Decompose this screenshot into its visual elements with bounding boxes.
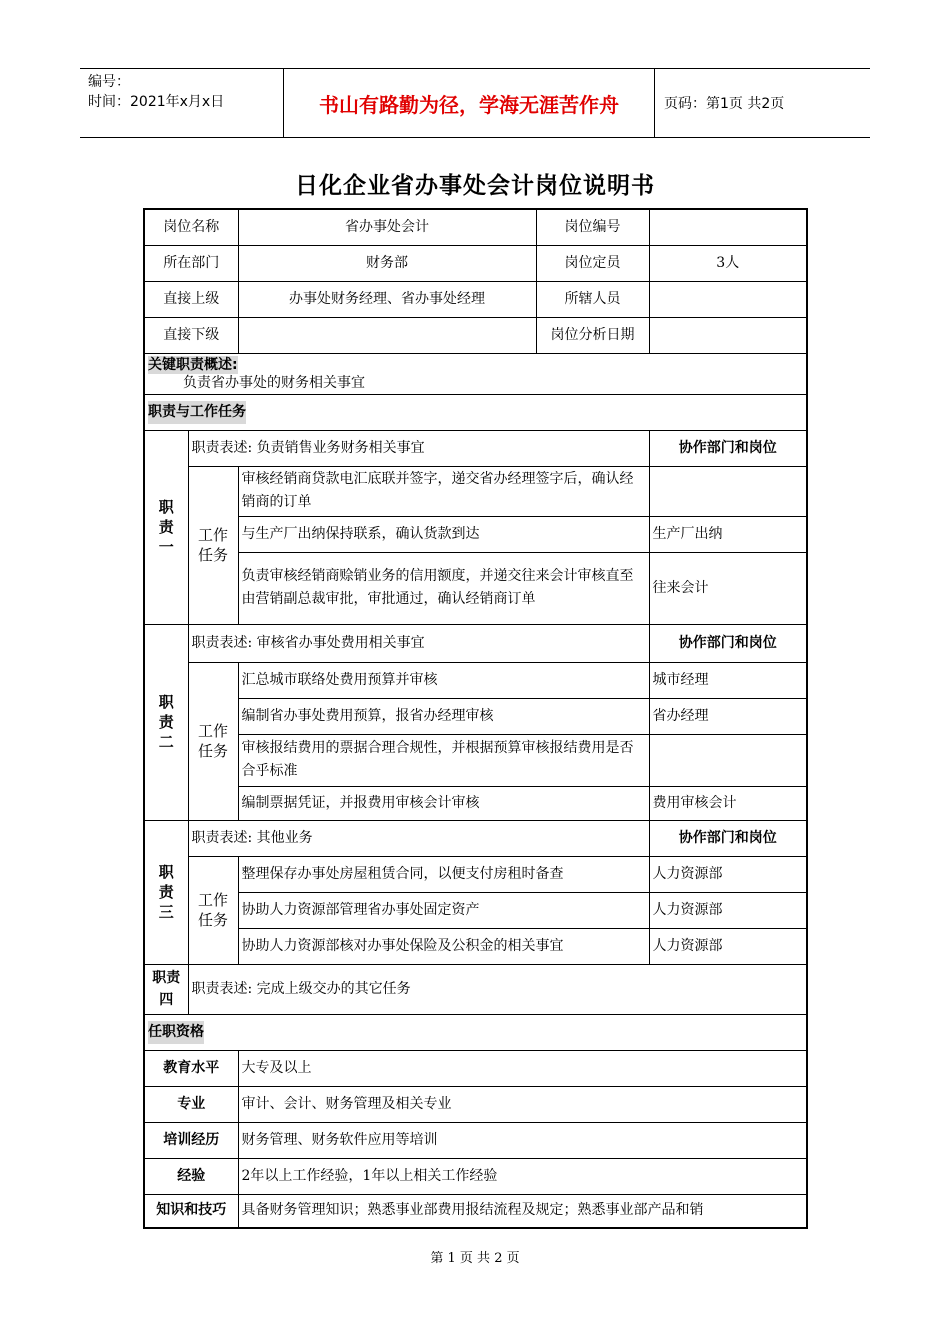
duty3-label: 职责三 xyxy=(158,863,174,921)
duty2-task1-coop: 城市经理 xyxy=(649,662,807,698)
duty3-task-row xyxy=(144,856,807,892)
duty2-task4: 编制票据凭证，并报费用审核会计审核 xyxy=(238,786,649,820)
summary-label: 关键职责概述: xyxy=(148,356,238,373)
subordinates-value xyxy=(649,281,807,317)
duty3-task2-coop: 人力资源部 xyxy=(649,892,807,928)
post-name-value: 省办事处会计 xyxy=(238,209,536,245)
row-major xyxy=(144,1086,807,1122)
duty2-label: 职责二 xyxy=(158,693,174,751)
duty2-task3: 审核报结费用的票据合理合规性，并根据预算审核报结费用是否合乎标准 xyxy=(238,734,649,786)
duty1-label-cell xyxy=(144,430,188,624)
duty3-task1: 整理保存办事处房屋租赁合同，以便支付房租时备查 xyxy=(238,856,649,892)
duty2-task-label: 工作任务 xyxy=(197,722,228,760)
duty3-task-label: 工作任务 xyxy=(197,891,228,929)
row-qualification-section xyxy=(144,1014,807,1050)
duty4-label-cell xyxy=(144,964,188,1014)
post-no-value xyxy=(649,209,807,245)
row-training xyxy=(144,1122,807,1158)
code-label: 编号： xyxy=(88,74,130,90)
training-value: 财务管理、财务软件应用等培训 xyxy=(238,1122,807,1158)
analysis-date-value xyxy=(649,317,807,353)
duty1-task1: 审核经销商贷款电汇底联并签字，递交省办经理签字后，确认经销商的订单 xyxy=(238,466,649,516)
education-value: 大专及以上 xyxy=(238,1050,807,1086)
duty3-task1-coop: 人力资源部 xyxy=(649,856,807,892)
education-label: 教育水平 xyxy=(144,1050,238,1086)
duty2-task4-coop: 费用审核会计 xyxy=(649,786,807,820)
duties-section-title: 职责与工作任务 xyxy=(148,401,246,424)
duty2-task-row xyxy=(144,786,807,820)
duty3-task-label-cell xyxy=(188,856,238,964)
skills-label: 知识和技巧 xyxy=(144,1194,238,1228)
quota-value: 3人 xyxy=(649,245,807,281)
row-summary xyxy=(144,353,807,394)
duty4-label-b: 四 xyxy=(159,992,174,1008)
duty3-desc-row xyxy=(144,820,807,856)
major-value: 审计、会计、财务管理及相关专业 xyxy=(238,1086,807,1122)
duty3-coop-header: 协作部门和岗位 xyxy=(649,820,807,856)
duty2-desc-row xyxy=(144,624,807,662)
quota-label: 岗位定员 xyxy=(536,245,649,281)
duty1-task-row xyxy=(144,466,807,516)
duty1-task-label: 工作任务 xyxy=(197,526,228,564)
row-duties-section xyxy=(144,394,807,430)
duty2-desc: 职责表述: 审核省办事处费用相关事宜 xyxy=(188,624,649,662)
qualification-section-title: 任职资格 xyxy=(148,1021,204,1044)
row-education xyxy=(144,1050,807,1086)
duty3-desc: 职责表述: 其他业务 xyxy=(188,820,649,856)
duty1-task-row xyxy=(144,552,807,624)
subordinates-label: 所辖人员 xyxy=(536,281,649,317)
duty2-task2: 编制省办事处费用预算，报省办经理审核 xyxy=(238,698,649,734)
duty2-task-label-cell xyxy=(188,662,238,820)
header-motto-box xyxy=(283,69,655,137)
row-dept xyxy=(144,245,807,281)
duty1-label: 职责一 xyxy=(158,498,174,556)
page-footer: 第 1 页 共 2 页 xyxy=(430,1251,520,1266)
document-title: 日化企业省办事处会计岗位说明书 xyxy=(295,173,655,199)
page-header xyxy=(80,68,870,138)
duty2-task3-coop xyxy=(649,734,807,786)
duty1-task2-coop: 生产厂出纳 xyxy=(649,516,807,552)
dept-value: 财务部 xyxy=(238,245,536,281)
duty1-coop-header: 协作部门和岗位 xyxy=(649,430,807,466)
time-label: 时间：2021年x月x日 xyxy=(88,94,225,110)
superior-value: 办事处财务经理、省办事处经理 xyxy=(238,281,536,317)
direct-sub-value xyxy=(238,317,536,353)
duty2-coop-header: 协作部门和岗位 xyxy=(649,624,807,662)
job-description-table xyxy=(143,208,808,1229)
row-direct-sub xyxy=(144,317,807,353)
analysis-date-label: 岗位分析日期 xyxy=(536,317,649,353)
duty4-row xyxy=(144,964,807,1014)
header-motto: 书山有路勤为径，学海无涯苦作舟 xyxy=(319,92,619,117)
row-superior xyxy=(144,281,807,317)
duty1-desc-row xyxy=(144,430,807,466)
duty4-label-a: 职责 xyxy=(152,970,181,986)
post-name-label: 岗位名称 xyxy=(144,209,238,245)
duty1-task1-coop xyxy=(649,466,807,516)
major-label: 专业 xyxy=(144,1086,238,1122)
skills-value: 具备财务管理知识；熟悉事业部费用报结流程及规定；熟悉事业部产品和销 xyxy=(238,1194,807,1228)
duty1-task3: 负责审核经销商赊销业务的信用额度，并递交往来会计审核直至由营销副总裁审批，审批通过，确认经销商订单 xyxy=(238,552,649,624)
duty1-task2: 与生产厂出纳保持联系，确认货款到达 xyxy=(238,516,649,552)
experience-label: 经验 xyxy=(144,1158,238,1194)
duty2-task-row xyxy=(144,698,807,734)
duty3-task3: 协助人力资源部核对办事处保险及公积金的相关事宜 xyxy=(238,928,649,964)
duty3-task-row xyxy=(144,892,807,928)
duty1-desc: 职责表述: 负责销售业务财务相关事宜 xyxy=(188,430,649,466)
duty1-task-label-cell xyxy=(188,466,238,624)
superior-label: 直接上级 xyxy=(144,281,238,317)
summary-text: 负责省办事处的财务相关事宜 xyxy=(183,374,365,391)
direct-sub-label: 直接下级 xyxy=(144,317,238,353)
duty2-task-row xyxy=(144,734,807,786)
page-info: 页码：第1页 共2页 xyxy=(664,96,785,112)
duty4-desc: 职责表述: 完成上级交办的其它任务 xyxy=(188,964,807,1014)
duty3-task2: 协助人力资源部管理省办事处固定资产 xyxy=(238,892,649,928)
duty2-label-cell xyxy=(144,624,188,820)
training-label: 培训经历 xyxy=(144,1122,238,1158)
row-skills xyxy=(144,1194,807,1228)
post-no-label: 岗位编号 xyxy=(536,209,649,245)
duty2-task1: 汇总城市联络处费用预算并审核 xyxy=(238,662,649,698)
duty3-label-cell xyxy=(144,820,188,964)
header-meta xyxy=(88,72,224,112)
duty3-task3-coop: 人力资源部 xyxy=(649,928,807,964)
duty1-task-row xyxy=(144,516,807,552)
row-experience xyxy=(144,1158,807,1194)
duty2-task2-coop: 省办经理 xyxy=(649,698,807,734)
experience-value: 2年以上工作经验，1年以上相关工作经验 xyxy=(238,1158,807,1194)
duty1-task3-coop: 往来会计 xyxy=(649,552,807,624)
duty2-task-row xyxy=(144,662,807,698)
duty3-task-row xyxy=(144,928,807,964)
dept-label: 所在部门 xyxy=(144,245,238,281)
row-post-name xyxy=(144,209,807,245)
